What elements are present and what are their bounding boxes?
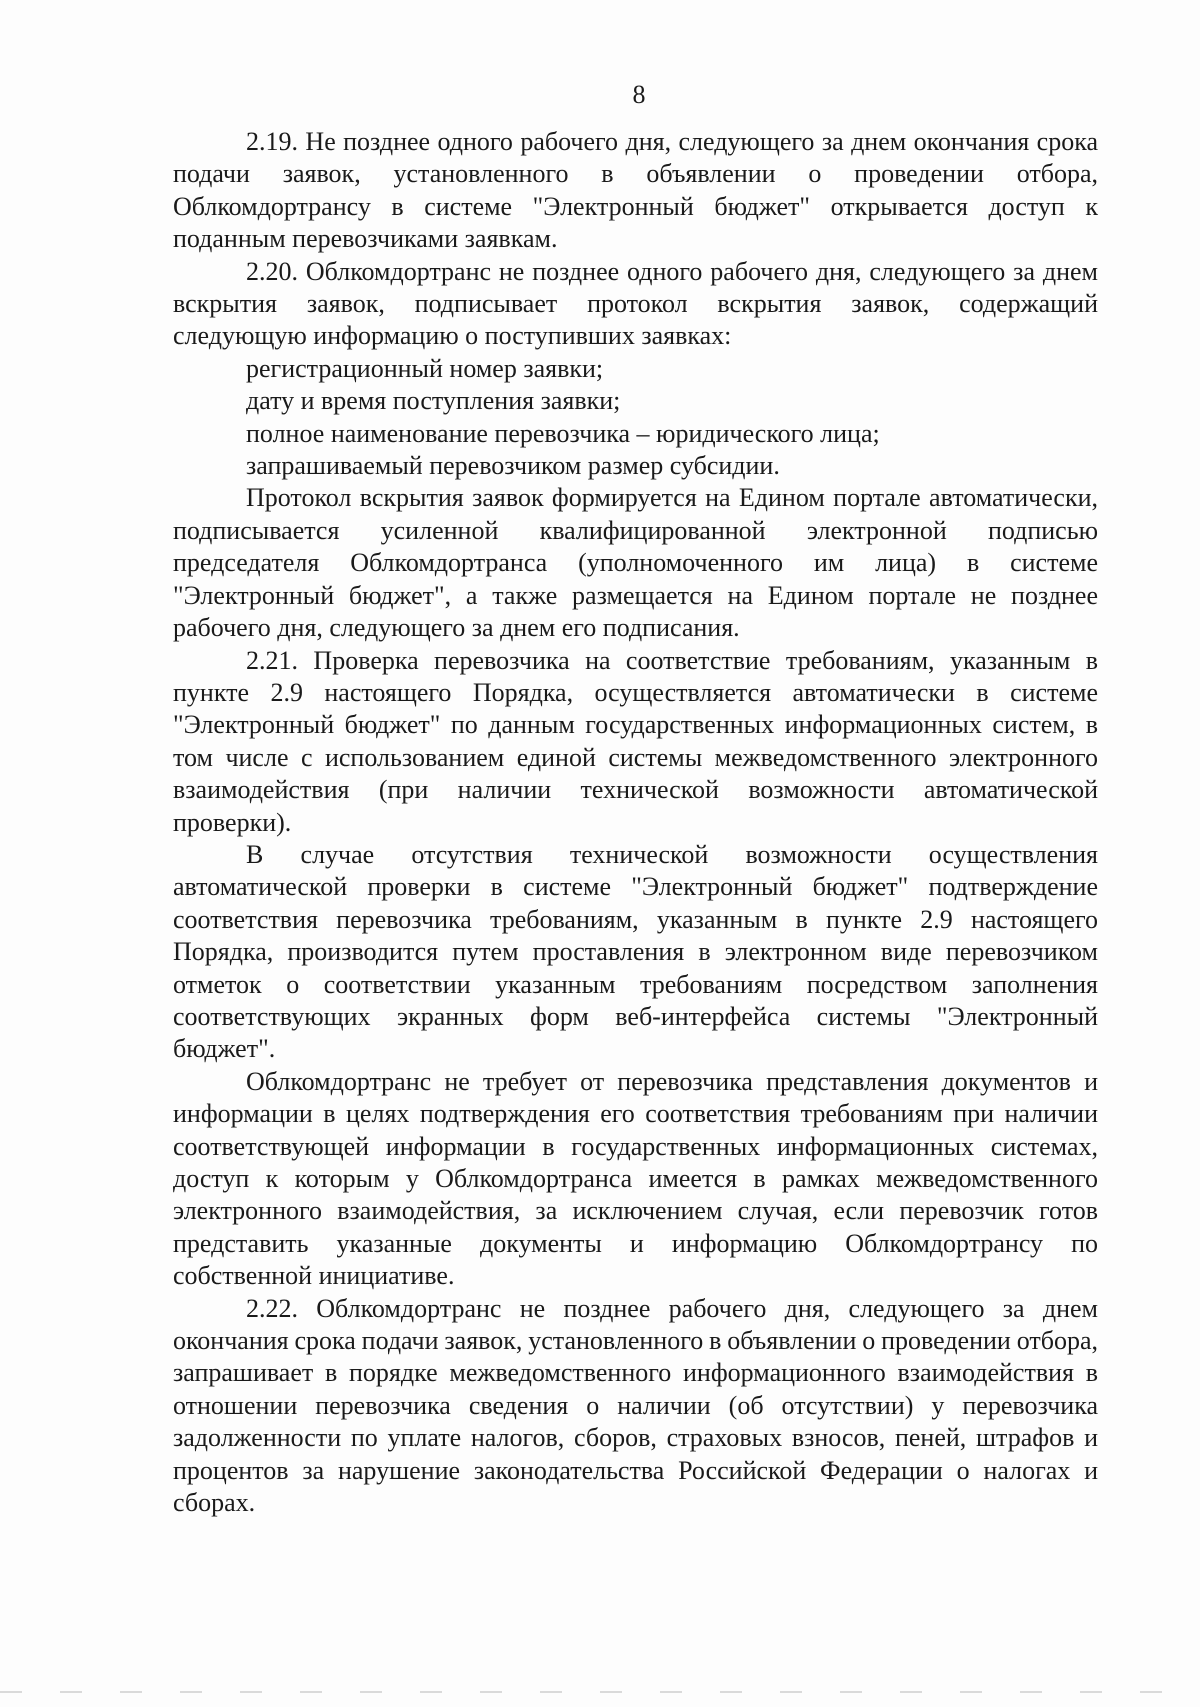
list-item-registration-number: регистрационный номер заявки; [246,353,604,383]
paragraph-2-20: 2.20. Облкомдортранс не позднее одного рабочего дня, следующего за днем вскрытия заявок, подписывает протокол вскрытия заявок, содержащий следующую информацию о поступивших заявках: [173,256,1098,351]
scan-edge-artifact [0,1691,1200,1693]
paragraph-protocol: Протокол вскрытия заявок формируется на Едином портале автоматически, подписывается усиленной квалифицированной электронной подписью председателя Облкомдортранса (уполномоченного им лица) в системе "Электронный бюджет", а также размещается на Едином портале не позднее рабочего дня, следующего за днем его подписания. [173,483,1098,643]
document-body [173,126,1098,1519]
paragraph-2-19: 2.19. Не позднее одного рабочего дня, следующего за днем окончания срока подачи заявок, установленного в объявлении о проведении отбора, Облкомдортрансу в системе "Электронный бюджет" открывается доступ к поданным перевозчиками заявкам. [173,127,1098,254]
paragraph-2-22: 2.22. Облкомдортранс не позднее рабочего дня, следующего за днем окончания срока подачи заявок, установленного в объявлении о проведении отбора, запрашивает в порядке межведомственного информационного взаимодействия в отношении перевозчика сведения о наличии (об отсутствии) у перевозчика задолженности по уплате налогов, сборов, страховых взносов, пеней, штрафов и процентов за нарушение законодательства Российской Федерации о налогах и сборах. [173,1293,1098,1518]
list-item-date-time: дату и время поступления заявки; [246,386,621,416]
list-item-subsidy-amount: запрашиваемый перевозчиком размер субсидии. [246,451,780,481]
list-item-carrier-name: полное наименование перевозчика – юридического лица; [246,418,880,448]
page-number: 8 [632,80,646,109]
paragraph-no-documents-required: Облкомдортранс не требует от перевозчика представления документов и информации в целях подтверждения его соответствия требованиям при наличии соответствующей информации в государственных информационных системах, доступ к которым у Облкомдортранса имеется в рамках межведомственного электронного взаимодействия, за исключением случая, если перевозчик готов представить указанные документы и информацию Облкомдортрансу по собственной инициативе. [173,1066,1098,1291]
paragraph-no-technical-possibility: В случае отсутствия технической возможности осуществления автоматической проверки в системе "Электронный бюджет" подтверждение соответствия перевозчика требованиям, указанным в пункте 2.9 настоящего Порядка, производится путем проставления в электронном виде перевозчиком отметок о соответствии указанным требованиям посредством заполнения соответствующих экранных форм веб-интерфейса системы "Электронный бюджет". [173,839,1098,1064]
paragraph-2-21: 2.21. Проверка перевозчика на соответствие требованиям, указанным в пункте 2.9 настоящего Порядка, осуществляется автоматически в системе "Электронный бюджет" по данным государственных информационных систем, в том числе с использованием единой системы межведомственного электронного взаимодействия (при наличии технической возможности автоматической проверки). [173,645,1098,837]
